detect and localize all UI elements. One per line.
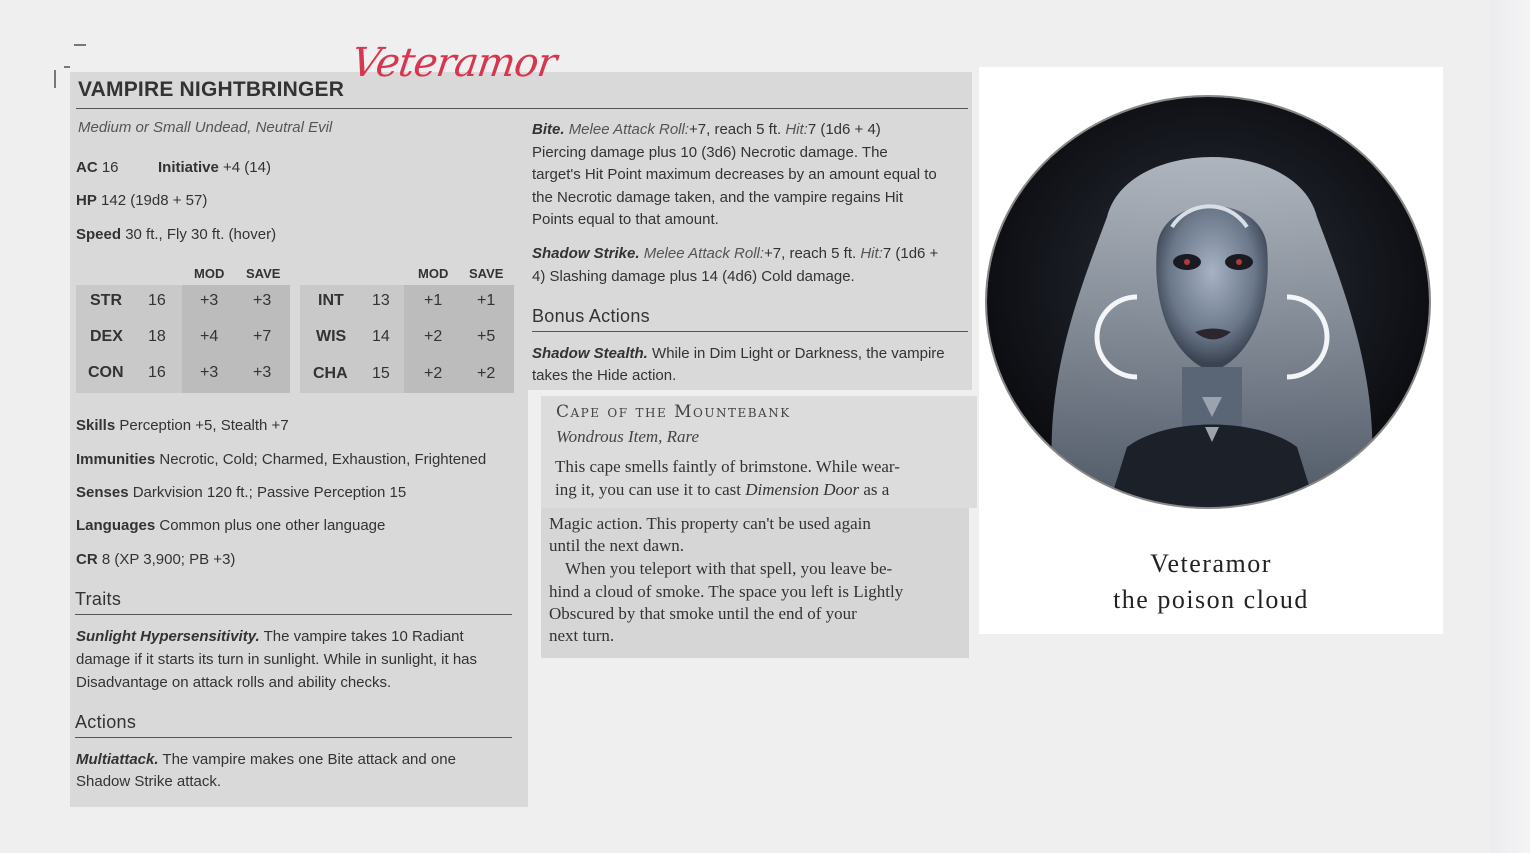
multiattack-line1: Multiattack. The vampire makes one Bite attack and one bbox=[76, 751, 456, 768]
hit-points: HP 142 (19d8 + 57) bbox=[76, 192, 208, 209]
bonus-actions-header: Bonus Actions bbox=[532, 306, 650, 326]
creature-name: VAMPIRE NIGHTBRINGER bbox=[78, 78, 345, 101]
shadow-stealth-line1: Shadow Stealth. While in Dim Light or Darkness, the vampire bbox=[532, 345, 945, 362]
cape-line2: ing it, you can use it to cast Dimension Door as a bbox=[555, 480, 890, 499]
creature-type: Medium or Small Undead, Neutral Evil bbox=[78, 119, 333, 136]
stat-block-clipping-left bbox=[70, 72, 528, 807]
bite-line4: the Necrotic damage taken, and the vampire regains Hit bbox=[532, 189, 904, 206]
traits-header: Traits bbox=[75, 589, 122, 609]
shadow-strike-line2: 4) Slashing damage plus 14 (4d6) Cold damage. bbox=[532, 268, 855, 285]
mod-header-left: MOD bbox=[194, 266, 225, 281]
cape-line3: Magic action. This property can't be used again bbox=[549, 514, 871, 533]
save-header-left: SAVE bbox=[246, 266, 281, 281]
sunlight-trait-line1: Sunlight Hypersensitivity. The vampire takes 10 Radiant bbox=[76, 628, 464, 645]
cape-line6: hind a cloud of smoke. The space you left is Lightly bbox=[549, 582, 904, 601]
vampire-portrait-art bbox=[987, 97, 1431, 509]
paper-edge bbox=[1490, 0, 1530, 853]
actions-rule bbox=[75, 737, 512, 738]
bite-line3: target's Hit Point maximum decreases by an amount equal to bbox=[532, 166, 937, 183]
shadow-stealth-line2: takes the Hide action. bbox=[532, 367, 677, 384]
handwritten-name: Veteramor bbox=[348, 40, 559, 86]
immunities: Immunities Necrotic, Cold; Charmed, Exhaustion, Frightened bbox=[76, 451, 487, 468]
armor-class: AC 16 bbox=[76, 159, 119, 176]
title-rule bbox=[76, 108, 968, 109]
cape-line4: until the next dawn. bbox=[549, 536, 685, 555]
challenge-rating: CR 8 (XP 3,900; PB +3) bbox=[76, 551, 236, 568]
cape-line1: This cape smells faintly of brimstone. While wear- bbox=[555, 457, 900, 476]
multiattack-line2: Shadow Strike attack. bbox=[76, 773, 222, 790]
senses: Senses Darkvision 120 ft.; Passive Perception 15 bbox=[76, 484, 407, 501]
vampire-portrait bbox=[985, 95, 1431, 509]
languages: Languages Common plus one other language bbox=[76, 517, 386, 534]
bonus-actions-rule bbox=[532, 331, 968, 332]
cape-line7: Obscured by that smoke until the end of your bbox=[549, 604, 857, 623]
skills: Skills Perception +5, Stealth +7 bbox=[76, 417, 289, 434]
cape-line8: next turn. bbox=[549, 626, 615, 645]
initiative: Initiative +4 (14) bbox=[158, 159, 271, 176]
ability-mod-col-left bbox=[182, 285, 290, 393]
bite-line1: Bite. Melee Attack Roll:+7, reach 5 ft. Hit:7 (1d6 + 4) bbox=[532, 121, 881, 138]
traits-rule bbox=[75, 614, 512, 615]
sunlight-trait-line2: damage if it starts its turn in sunlight. While in sunlight, it has bbox=[76, 651, 478, 668]
shadow-strike-line1: Shadow Strike. Melee Attack Roll:+7, reach 5 ft. Hit:7 (1d6 + bbox=[532, 245, 939, 262]
cape-subtitle: Wondrous Item, Rare bbox=[556, 427, 700, 446]
mod-header-right: MOD bbox=[418, 266, 449, 281]
portrait-caption-epithet: the poison cloud bbox=[1113, 585, 1309, 614]
actions-header: Actions bbox=[75, 712, 137, 732]
bite-line2: Piercing damage plus 10 (3d6) Necrotic damage. The bbox=[532, 144, 888, 161]
sunlight-trait-line3: Disadvantage on attack rolls and ability checks. bbox=[76, 674, 392, 691]
speed: Speed 30 ft., Fly 30 ft. (hover) bbox=[76, 226, 277, 243]
save-header-right: SAVE bbox=[469, 266, 504, 281]
cape-title: Cape of the Mountebank bbox=[556, 402, 791, 422]
cape-line5: When you teleport with that spell, you leave be- bbox=[565, 559, 893, 578]
portrait-caption-name: Veteramor bbox=[1150, 549, 1272, 578]
ability-mod-col-right bbox=[404, 285, 514, 393]
bite-line5: Points equal to that amount. bbox=[532, 211, 719, 228]
